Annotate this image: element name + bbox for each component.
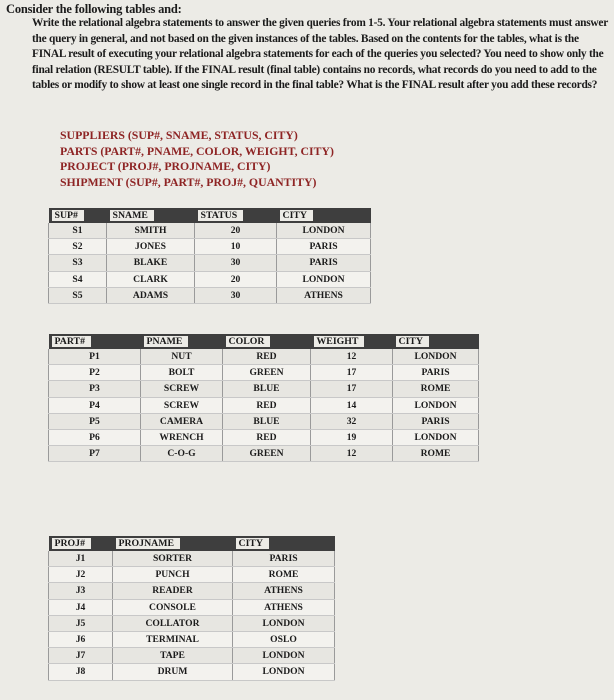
table-cell: 10 (195, 239, 277, 255)
table-cell: DRUM (113, 664, 233, 680)
column-header-label: CITY (396, 336, 430, 347)
table-cell: GREEN (223, 365, 311, 381)
column-header-label: SUP# (52, 210, 84, 221)
table-cell: CLARK (107, 271, 195, 287)
table-cell: J8 (49, 664, 113, 680)
column-header (195, 208, 277, 223)
table-cell: SMITH (107, 223, 195, 239)
table-row (49, 255, 371, 271)
table-row (49, 365, 479, 381)
table-cell: 32 (311, 413, 393, 429)
table-row (49, 583, 335, 599)
table-cell: ROME (393, 446, 479, 462)
table-cell: PARIS (277, 239, 371, 255)
table-cell: LONDON (233, 615, 335, 631)
table-cell: RED (223, 429, 311, 445)
column-header (311, 334, 393, 349)
table-cell: 12 (311, 446, 393, 462)
table-cell: ATHENS (233, 583, 335, 599)
table-cell: LONDON (233, 664, 335, 680)
table-cell: P4 (49, 397, 141, 413)
table-row (49, 287, 371, 303)
header-row (49, 536, 335, 551)
table-cell: LONDON (393, 397, 479, 413)
column-header (49, 536, 113, 551)
table-cell: CONSOLE (113, 599, 233, 615)
table-cell: BLUE (223, 381, 311, 397)
table-row (49, 381, 479, 397)
table-cell: S4 (49, 271, 107, 287)
table-cell: 20 (195, 271, 277, 287)
schema-list (60, 128, 334, 190)
table-cell: 30 (195, 287, 277, 303)
table-cell: JONES (107, 239, 195, 255)
table-cell: S3 (49, 255, 107, 271)
table-cell: J3 (49, 583, 113, 599)
table-cell: RED (223, 349, 311, 365)
column-header (49, 334, 141, 349)
table-row (49, 648, 335, 664)
table-cell: 20 (195, 223, 277, 239)
table-cell: 12 (311, 349, 393, 365)
table-cell: READER (113, 583, 233, 599)
suppliers-table (48, 208, 371, 304)
table-cell: TERMINAL (113, 631, 233, 647)
table-cell: P7 (49, 446, 141, 462)
table-cell: P5 (49, 413, 141, 429)
column-header-label: STATUS (198, 210, 244, 221)
table-cell: SORTER (113, 551, 233, 567)
table-cell: RED (223, 397, 311, 413)
table-cell: ROME (233, 567, 335, 583)
table-row (49, 349, 479, 365)
column-header-label: SNAME (110, 210, 154, 221)
table-cell: PARIS (233, 551, 335, 567)
table-cell: 30 (195, 255, 277, 271)
header-row (49, 334, 479, 349)
column-header (223, 334, 311, 349)
table-cell: NUT (141, 349, 223, 365)
table-cell: P1 (49, 349, 141, 365)
schema-shipment: SHIPMENT (SUP#, PART#, PROJ#, QUANTITY) (60, 174, 317, 189)
table-cell: BOLT (141, 365, 223, 381)
table-cell: CAMERA (141, 413, 223, 429)
table-cell: J4 (49, 599, 113, 615)
table-row (49, 429, 479, 445)
table-cell: LONDON (277, 223, 371, 239)
table-row (49, 615, 335, 631)
table-cell: LONDON (233, 648, 335, 664)
column-header (233, 536, 335, 551)
table-cell: LONDON (393, 429, 479, 445)
table-cell: SCREW (141, 397, 223, 413)
table-cell: 14 (311, 397, 393, 413)
table-cell: ATHENS (233, 599, 335, 615)
table-cell: ADAMS (107, 287, 195, 303)
table-cell: SCREW (141, 381, 223, 397)
table-cell: OSLO (233, 631, 335, 647)
table-cell: 19 (311, 429, 393, 445)
column-header-label: CITY (236, 538, 270, 549)
column-header-label: COLOR (226, 336, 271, 347)
table-cell: PARIS (277, 255, 371, 271)
column-header (107, 208, 195, 223)
table-row (49, 631, 335, 647)
table-cell: J1 (49, 551, 113, 567)
column-header (393, 334, 479, 349)
table-cell: WRENCH (141, 429, 223, 445)
column-header-label: WEIGHT (314, 336, 365, 347)
table-row (49, 446, 479, 462)
table-cell: ROME (393, 381, 479, 397)
table-cell: LONDON (277, 271, 371, 287)
table-row (49, 397, 479, 413)
schema-project: PROJECT (PROJ#, PROJNAME, CITY) (60, 159, 271, 174)
table-cell: J2 (49, 567, 113, 583)
table-cell: 17 (311, 365, 393, 381)
column-header-label: PROJ# (52, 538, 91, 549)
column-header (277, 208, 371, 223)
column-header (141, 334, 223, 349)
column-header-label: PNAME (144, 336, 189, 347)
schema-parts: PARTS (PART#, PNAME, COLOR, WEIGHT, CITY) (60, 143, 334, 158)
column-header-label: CITY (280, 210, 314, 221)
table-cell: J7 (49, 648, 113, 664)
table-row (49, 271, 371, 287)
table-cell: ATHENS (277, 287, 371, 303)
table-cell: P6 (49, 429, 141, 445)
table-cell: S5 (49, 287, 107, 303)
table-cell: BLAKE (107, 255, 195, 271)
column-header (113, 536, 233, 551)
instructions-paragraph: Write the relational algebra statements to answer the given queries from 1-5. Your relational algebra statements must answer the query in general, and not based on the given instances of the tables. Based on the contents for the tables, what is the FINAL result of executing your relational algebra statements for each of the queries you selected? You need to show only the final relation (RESULT table). If the FINAL result (final table) contains no records, what records do you need to add to the tables or modify to show at least one single record in the final table? What is the FINAL result after you add these records? (32, 17, 608, 91)
table-cell: 17 (311, 381, 393, 397)
table-row (49, 664, 335, 680)
table-row (49, 551, 335, 567)
table-cell: PARIS (393, 365, 479, 381)
schema-suppliers: SUPPLIERS (SUP#, SNAME, STATUS, CITY) (60, 128, 298, 142)
table-row (49, 599, 335, 615)
parts-table (48, 334, 479, 462)
table-row (49, 223, 371, 239)
project-table (48, 536, 335, 681)
table-row (49, 413, 479, 429)
table-cell: P3 (49, 381, 141, 397)
table-cell: J5 (49, 615, 113, 631)
table-row (49, 239, 371, 255)
table-cell: S2 (49, 239, 107, 255)
table-cell: BLUE (223, 413, 311, 429)
table-cell: TAPE (113, 648, 233, 664)
page-heading: Consider the following tables and: (6, 2, 182, 16)
column-header-label: PART# (52, 336, 92, 347)
table-cell: S1 (49, 223, 107, 239)
table-cell: J6 (49, 631, 113, 647)
column-header-label: PROJNAME (116, 538, 181, 549)
table-cell: LONDON (393, 349, 479, 365)
header-row (49, 208, 371, 223)
table-cell: PARIS (393, 413, 479, 429)
table-row (49, 567, 335, 583)
column-header (49, 208, 107, 223)
table-cell: GREEN (223, 446, 311, 462)
table-cell: C-O-G (141, 446, 223, 462)
table-cell: COLLATOR (113, 615, 233, 631)
table-cell: P2 (49, 365, 141, 381)
table-cell: PUNCH (113, 567, 233, 583)
